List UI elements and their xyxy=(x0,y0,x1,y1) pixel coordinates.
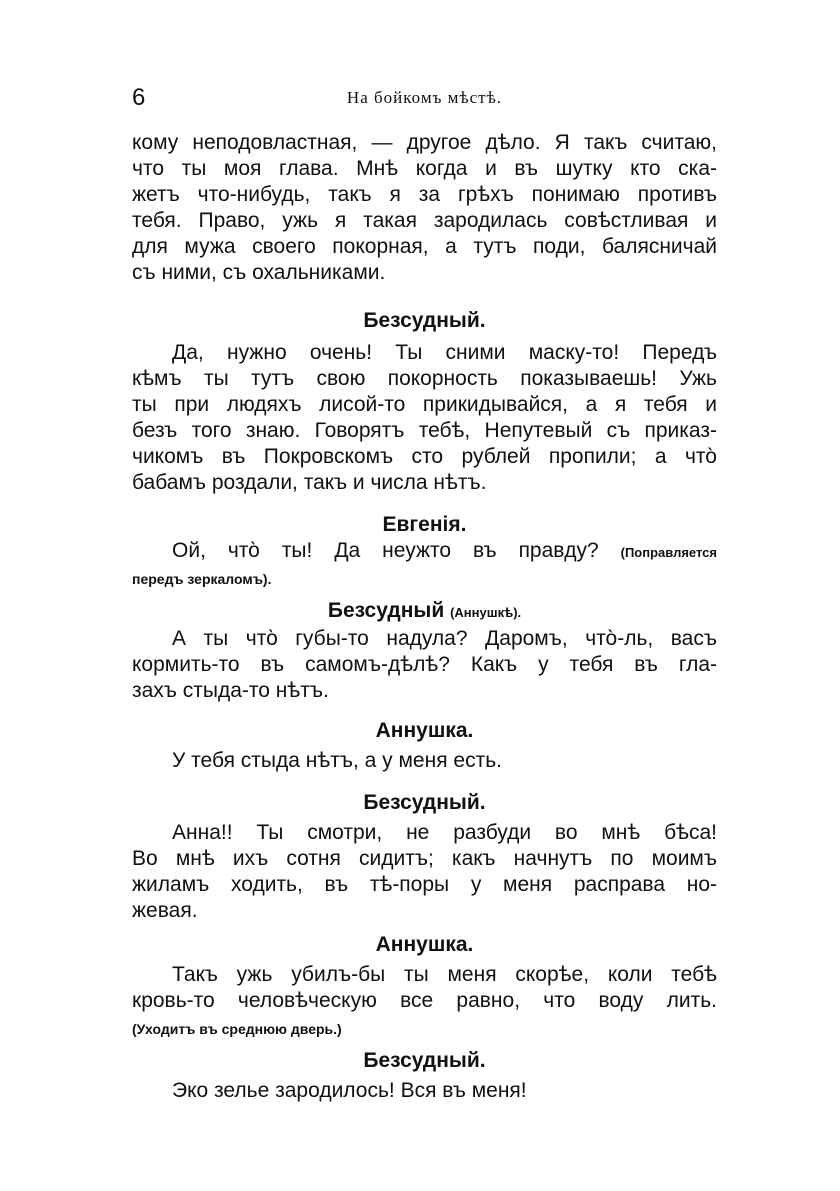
text-line: кѣмъ ты тутъ свою покорность показываешь! Ужь xyxy=(132,367,717,390)
text-line xyxy=(172,538,717,566)
text-line: жиламъ ходить, въ тѣ-поры у меня расправа но- xyxy=(132,873,717,896)
speaker-name: Безсудный xyxy=(327,599,445,622)
speaker-name: Безсудный. xyxy=(363,309,486,332)
text-line: Эко зелье зародилось! Вся въ меня! xyxy=(172,1079,527,1102)
text-line: бабамъ роздали, такъ и числа нѣтъ. xyxy=(132,471,487,494)
text-line: Да, нужно очень! Ты сними маску-то! Передъ xyxy=(172,341,717,364)
text-line: Анна!! Ты смотри, не разбуди во мнѣ бѣса! xyxy=(172,821,717,844)
text-line: кровь-то человѣческую все равно, что воду лить. xyxy=(132,989,717,1012)
dialogue-text: Ой, что̀ ты! Да неужто въ правду? xyxy=(172,539,599,562)
text-line: что ты моя глава. Мнѣ когда и въ шутку кто ска- xyxy=(132,157,717,180)
text-line: захъ стыда-то нѣтъ. xyxy=(132,679,329,702)
page-header xyxy=(132,84,717,114)
stage-direction: (Уходитъ въ среднюю дверь.) xyxy=(132,1021,342,1037)
text-line: ты при людяхъ лисой-то прикидывайся, а я тебя и xyxy=(132,393,717,416)
speaker-direction: (Аннушкѣ). xyxy=(450,605,522,620)
running-title: На бойкомъ мѣстѣ. xyxy=(346,88,503,107)
text-line: А ты что̀ губы-то надула? Даромъ, что̀-ль, васъ xyxy=(172,627,717,650)
text-line: У тебя стыда нѣтъ, а у меня есть. xyxy=(172,749,502,772)
text-line: Такъ ужь убилъ-бы ты меня скорѣе, коли тебѣ xyxy=(172,963,717,986)
speaker-name: Евгенія. xyxy=(382,513,467,536)
speaker-line xyxy=(132,598,717,626)
text-line: безъ того знаю. Говорятъ тебѣ, Непутевый съ приказ- xyxy=(132,419,717,442)
stage-direction: передъ зеркаломъ). xyxy=(132,571,272,587)
speaker-name: Безсудный. xyxy=(363,1049,486,1072)
page-number: 6 xyxy=(132,84,146,111)
text-line: тебя. Право, ужь я такая зародилась совѣстливая и xyxy=(132,209,717,232)
speaker-name: Аннушка. xyxy=(375,719,474,742)
text-line: кормить-то въ самомъ-дѣлѣ? Какъ у тебя въ гла- xyxy=(132,653,717,676)
text-line: жевая. xyxy=(132,899,198,922)
speaker-name: Аннушка. xyxy=(375,933,474,956)
text-line: для мужа своего покорная, а тутъ поди, балясничай xyxy=(132,235,717,258)
text-line: съ ними, съ охальниками. xyxy=(132,261,386,284)
text-line: Во мнѣ ихъ сотня сидитъ; какъ начнутъ по моимъ xyxy=(132,847,717,870)
stage-direction: (Поправляется xyxy=(620,545,717,560)
text-line: жетъ что-нибудь, такъ я за грѣхъ понимаю противъ xyxy=(132,183,717,206)
speaker-name: Безсудный. xyxy=(363,791,486,814)
text-line: кому неподовластная, — другое дѣло. Я такъ считаю, xyxy=(132,131,717,154)
text-line: чикомъ въ Покровскомъ сто рублей пропили; а что̀ xyxy=(132,445,717,468)
